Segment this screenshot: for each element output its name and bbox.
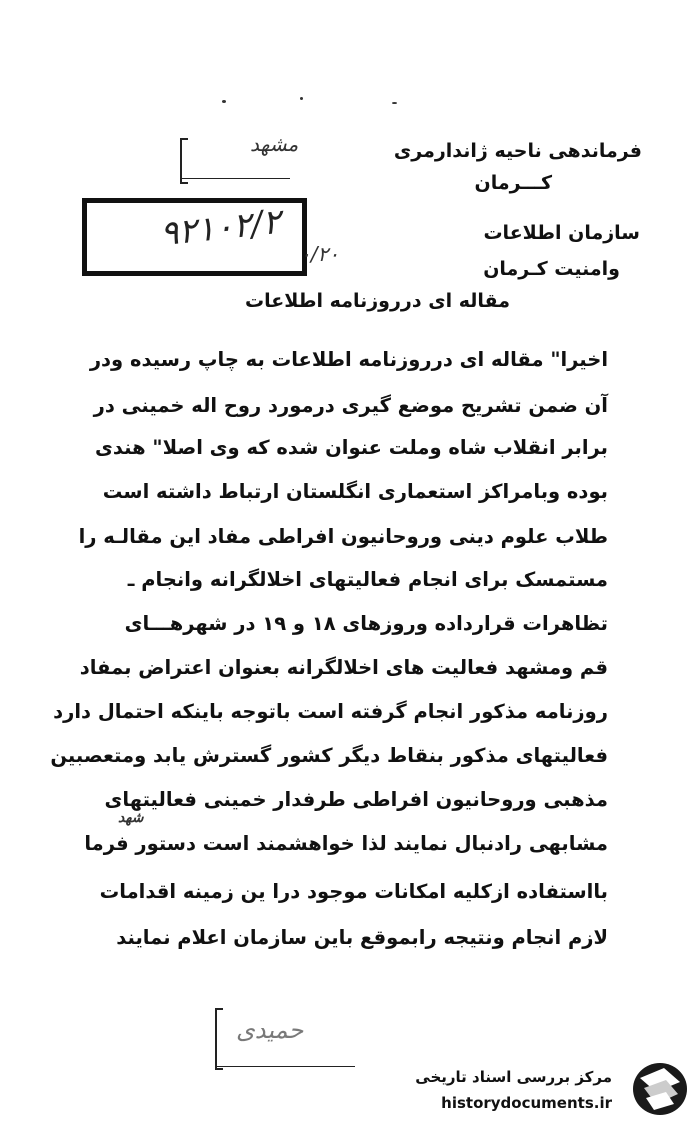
archive-name: مرکز بررسی اسناد تاریخی: [415, 1068, 612, 1086]
org-line-1: سازمان اطلاعات: [483, 222, 640, 244]
body-line: روزنامه مذکور انجام گرفته است باتوجه باینکه احتمال دارد: [53, 700, 608, 723]
header-handwritten: مشهد: [250, 132, 299, 156]
registration-date: ۰/۲۰: [300, 242, 339, 266]
scan-speck: [222, 100, 226, 103]
scan-speck: [300, 97, 303, 100]
body-line: فعالیتهای مذکور بنقاط دیگر کشور گسترش یابد ومتعصبین: [50, 744, 608, 767]
signature-underline: [215, 1066, 355, 1067]
margin-note: شهد: [118, 810, 144, 826]
body-line: برابر انقلاب شاه وملت عنوان شده که وی اصلا" هندی: [95, 436, 608, 459]
body-line: آن ضمن تشریح موضع گیری درمورد روح اله خمینی در: [93, 394, 608, 417]
header-line-1: فرماندهی ناحیه ژاندارمری: [393, 140, 642, 162]
scan-speck: [392, 102, 397, 104]
body-line: بااستفاده ازکلیه امکانات موجود درا ین زمینه اقدامات: [99, 880, 608, 903]
signature-bracket: [215, 1008, 223, 1070]
body-line: طلاب علوم دینی وروحانیون افراطی مفاد این مقالـه را: [78, 525, 608, 548]
body-line: بوده وبامراکز استعماری انگلستان ارتباط داشته است: [102, 480, 608, 503]
header-underline: [180, 178, 290, 179]
signature: حمیدی: [236, 1016, 304, 1044]
header-line-2: کـــرمان: [474, 172, 552, 194]
body-line: لازم انجام ونتیجه رابموقع باین سازمان اعلام نمایند: [116, 926, 608, 949]
body-line: مشابهی رادنبال نمایند لذا خواهشمند است دستور فرما: [84, 832, 608, 855]
archive-website: historydocuments.ir: [441, 1094, 612, 1112]
body-line: مستمسک برای انجام فعالیتهای اخلالگرانه وانجام ـ: [127, 568, 608, 591]
archive-logo-icon: [630, 1060, 690, 1118]
org-line-2: وامنیت کـرمان: [483, 258, 620, 280]
body-line: مذهبی وروحانیون افراطی طرفدار خمینی فعالیتهای: [104, 788, 608, 811]
subject-line: مقاله ای درروزنامه اطلاعات: [245, 290, 510, 312]
body-line: تظاهرات قرارداده وروزهای ۱۸ و ۱۹ در شهرهـــای: [124, 612, 608, 635]
body-line: قم ومشهد فعالیت های اخلالگرانه بعنوان اعتراض بمفاد: [79, 656, 608, 679]
registration-number: ۹۲۱۰۲/۲: [158, 201, 283, 255]
body-line: اخیرا" مقاله ای درروزنامه اطلاعات به چاپ رسیده ودر: [89, 348, 608, 371]
